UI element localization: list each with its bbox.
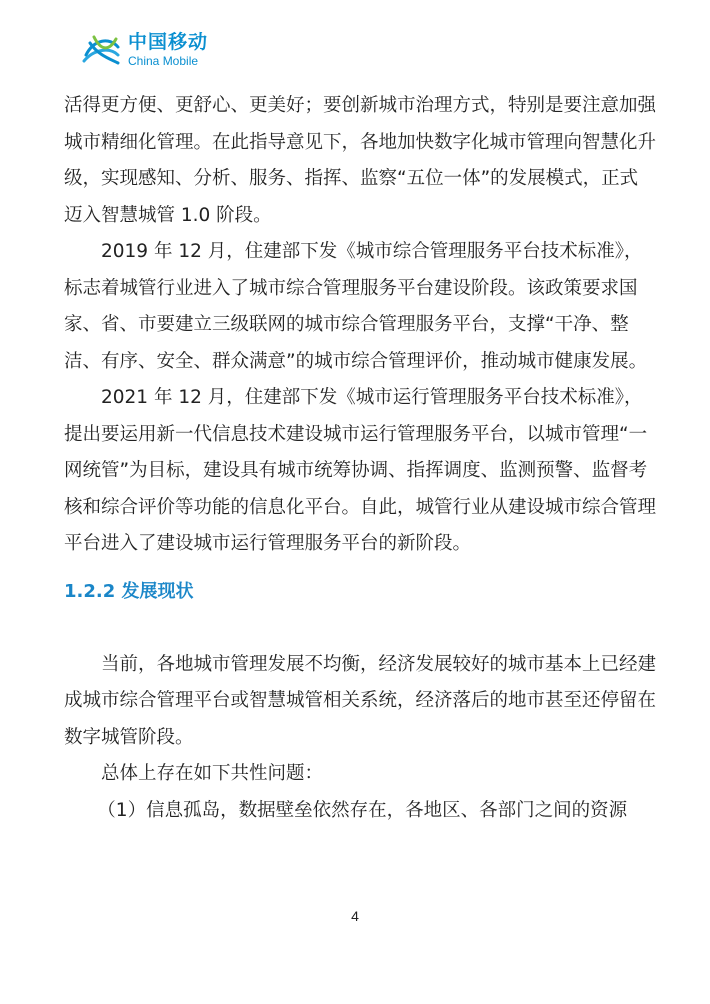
paragraph-5: 总体上存在如下共性问题： (101, 763, 324, 784)
logo-chinese-text: 中国移动 (128, 31, 209, 53)
china-mobile-logo (80, 28, 208, 72)
section-heading: 1.2.2 发展现状 (64, 580, 194, 602)
logo-english-text: China Mobile (128, 54, 199, 68)
document-body (64, 88, 656, 829)
paragraph-6: （1）信息孤岛，数据壁垒依然存在，各地区、各部门之间的资源 (97, 799, 628, 821)
paragraph-4: 当前，各地城市管理发展不均衡，经济发展较好的城市基本上已经建成城市综合管理平台或智慧城管相关系统，经济落后的地市甚至还停留在数字城管阶段。 (64, 653, 657, 748)
china-mobile-logo-icon (80, 29, 122, 71)
page-number: 4 (351, 908, 359, 924)
paragraph-2: 2019 年 12 月，住建部下发《城市综合管理服务平台技术标准》，标志着城管行业进入了城市综合管理服务平台建设阶段。该政策要求国家、省、市要建立三级联网的城市综合管理服务平台，支撑“干净、整洁、有序、安全、群众满意”的城市综合管理评价，推动城市健康发展。 (64, 241, 648, 372)
paragraph-3: 2021 年 12 月，住建部下发《城市运行管理服务平台技术标准》，提出要运用新一代信息技术建设城市运行管理服务平台，以城市管理“一网统管”为目标，建设具有城市统筹协调、指挥调度、监测预警、监督考核和综合评价等功能的信息化平台。自此，城管行业从建设城市综合管理平台进入了建设城市运行管理服务平台的新阶段。 (64, 387, 657, 554)
paragraph-1: 活得更方便、更舒心、更美好；要创新城市治理方式，特别是要注意加强城市精细化管理。在此指导意见下，各地加快数字化城市管理向智慧化升级，实现感知、分析、服务、指挥、监察“五位一体”的发展模式，正式迈入智慧城管 1.0 阶段。 (64, 95, 657, 226)
